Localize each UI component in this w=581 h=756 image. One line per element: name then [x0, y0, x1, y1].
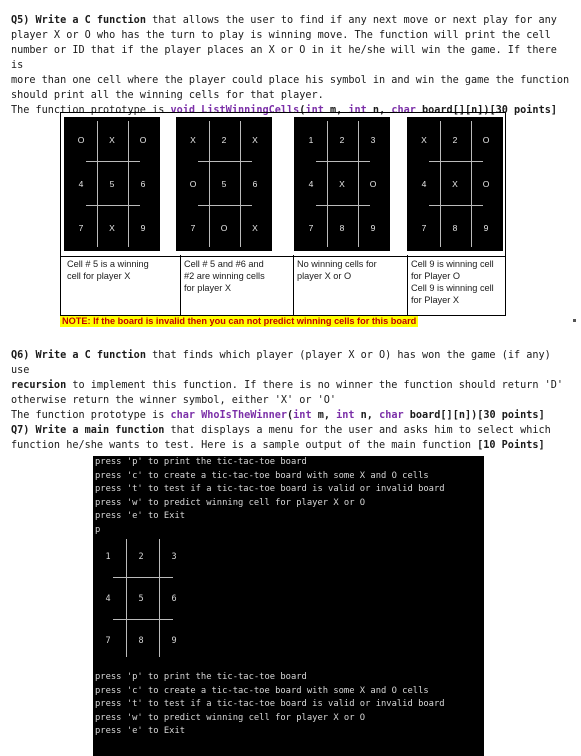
q5-line3: number or ID that if the player places an X or O in it he/she will win the game. If there is: [11, 45, 557, 71]
board-cell: O: [482, 135, 490, 145]
q6-recursion: recursion: [11, 380, 67, 391]
menu-line-test-2: press 't' to test if a tic-tac-toe board is valid or invalid board: [95, 699, 445, 709]
board-cell: 7: [421, 223, 427, 233]
caption-3-line2: player X or O: [297, 271, 352, 281]
board-cell: 6: [140, 179, 146, 189]
board-cell: X: [252, 135, 258, 145]
caption-4: [411, 258, 494, 306]
stray-dot: [573, 319, 576, 322]
board-cell: O: [482, 179, 490, 189]
menu-line-exit: press 'e' to Exit: [95, 511, 186, 521]
q5-proto-m: m,: [323, 105, 349, 116]
grid-line: [86, 161, 140, 162]
q5-label: Q5): [11, 15, 30, 26]
board-cell: O: [369, 179, 377, 189]
board-cell: 1: [105, 552, 111, 562]
example-board-2: [176, 117, 272, 251]
board-cell: X: [190, 135, 196, 145]
caption-2-line1: Cell # 5 and #6 and: [184, 259, 264, 269]
caption-2-line3: for player X: [184, 283, 231, 293]
caption-3: [297, 258, 377, 282]
board-cell: 4: [308, 179, 314, 189]
q6-line3: otherwise return the winner symbol, either 'X' or 'O': [11, 395, 337, 406]
q7-lead: Write a main function: [35, 425, 165, 436]
board-cell: 8: [339, 223, 345, 233]
menu-line-create-2: press 'c' to create a tic-tac-toe board with some X and O cells: [95, 685, 429, 696]
q6-proto-kw-int2: int: [336, 410, 355, 421]
board-cell: 7: [78, 223, 84, 233]
menu-line-print: press 'p' to print the tic-tac-toe board: [95, 457, 307, 467]
invalid-board-note: NOTE: If the board is invalid then you can not predict winning cells for this board: [62, 316, 417, 326]
q6-proto-kw-char: char: [379, 410, 404, 421]
board-cell: X: [339, 179, 345, 189]
board-cell: 5: [221, 179, 227, 189]
board-cell: 2: [138, 552, 144, 562]
example-board-3: [294, 117, 390, 251]
grid-line: [316, 161, 370, 162]
grid-line: [113, 619, 173, 620]
caption-4-line2: for Player O: [411, 271, 461, 281]
q5-proto-intro: The function prototype is: [11, 105, 171, 116]
example-boards-table: [60, 112, 506, 257]
user-input-echo: p: [95, 524, 101, 535]
grid-line: [126, 539, 127, 657]
q5-prototype: The function prototype is void ListWinningCells(int m, int n, char board[][n])[30 points]: [11, 105, 557, 116]
grid-line: [316, 205, 370, 206]
board-cell: O: [139, 135, 147, 145]
menu-line-predict-2: press 'w' to predict winning cell for player X or O: [95, 712, 366, 723]
example-board-1: [64, 117, 160, 251]
q7-line2: function he/she wants to test. Here is a sample output of the main function: [11, 440, 478, 451]
board-cell: X: [109, 135, 115, 145]
q5-proto-name: ListWinningCells: [195, 105, 300, 116]
board-cell: 5: [109, 179, 115, 189]
q5-proto-board: board[][n]): [415, 105, 490, 116]
board-cell: 2: [221, 135, 227, 145]
q6-proto-intro: The function prototype is: [11, 410, 171, 421]
grid-line: [429, 205, 483, 206]
board-cell: X: [421, 135, 427, 145]
caption-2: [184, 258, 265, 294]
grid-line: [471, 121, 472, 247]
q6-line2: to implement this function. If there is no winner the function should return 'D': [66, 380, 564, 391]
board-cell: 4: [421, 179, 427, 189]
caption-1-line1: Cell # 5 is a winning: [67, 259, 149, 269]
board-cell: 4: [105, 594, 111, 604]
grid-line: [198, 161, 252, 162]
board-cell: 5: [138, 594, 144, 604]
q6-points: [30 points]: [477, 410, 545, 421]
board-cell: 9: [483, 223, 489, 233]
q5-points: [30 points]: [489, 105, 557, 116]
menu-line-create: press 'c' to create a tic-tac-toe board with some X and O cells: [95, 470, 429, 481]
q5-lead: Write a C function: [35, 15, 146, 26]
board-cell: 9: [140, 223, 146, 233]
terminal-output: [93, 456, 484, 756]
board-cell: O: [77, 135, 85, 145]
q6-proto-kw-int1: int: [293, 410, 312, 421]
grid-line: [128, 121, 129, 247]
board-cell: 2: [339, 135, 345, 145]
q6-paragraph: [11, 348, 573, 423]
q5-paragraph: [11, 13, 573, 118]
board-cell: 8: [138, 636, 144, 646]
board-cell: 7: [105, 636, 111, 646]
example-board-4: [407, 117, 503, 251]
board-cell: X: [109, 223, 115, 233]
q6-label: Q6): [11, 350, 30, 361]
example-captions: [60, 255, 506, 316]
menu-line-exit-2: press 'e' to Exit: [95, 726, 186, 736]
board-cell: 1: [308, 135, 314, 145]
q7-paragraph: [11, 423, 573, 453]
caption-2-line2: #2 are winning cells: [184, 271, 265, 281]
q6-proto-name: WhoIsTheWinner: [195, 410, 288, 421]
board-cell: X: [252, 223, 258, 233]
q6-lead: Write a C function: [35, 350, 146, 361]
grid-line: [209, 121, 210, 247]
terminal-board: [93, 456, 193, 676]
board-cell: O: [220, 223, 228, 233]
q6-proto-return-type: char: [170, 410, 196, 421]
menu-line-print-2: press 'p' to print the tic-tac-toe board: [95, 672, 307, 682]
q5-proto-n: n,: [366, 105, 392, 116]
menu-line-predict: press 'w' to predict winning cell for player X or O: [95, 497, 366, 508]
board-cell: 6: [171, 594, 177, 604]
grid-line: [159, 539, 160, 657]
caption-1-line2: cell for player X: [67, 271, 131, 281]
board-cell: 3: [171, 552, 177, 562]
board-cell: 7: [308, 223, 314, 233]
board-cell: 3: [370, 135, 376, 145]
q5-proto-kw-char: char: [391, 105, 416, 116]
grid-line: [86, 205, 140, 206]
menu-line-test: press 't' to test if a tic-tac-toe board is valid or invalid board: [95, 484, 445, 494]
q5-line4: more than one cell where the player could place his symbol in and win the game the function: [11, 75, 570, 86]
board-cell: 8: [452, 223, 458, 233]
grid-line: [198, 205, 252, 206]
grid-line: [440, 121, 441, 247]
q5-proto-return-type: void: [170, 105, 196, 116]
board-cell: 2: [452, 135, 458, 145]
board-cell: O: [189, 179, 197, 189]
grid-line: [240, 121, 241, 247]
grid-line: [97, 121, 98, 247]
q7-label: Q7): [11, 425, 30, 436]
q7-line1: that displays a menu for the user and asks him to select which: [164, 425, 551, 436]
grid-line: [327, 121, 328, 247]
caption-4-line4: for Player X: [411, 295, 459, 305]
caption-3-line1: No winning cells for: [297, 259, 377, 269]
q5-line1: that allows the user to find if any next move or next play for any: [145, 15, 557, 26]
q5-proto-kw-int2: int: [348, 105, 367, 116]
q5-line2: player X or O who has the turn to play is winning move. The function will print the cell: [11, 30, 551, 41]
grid-line: [429, 161, 483, 162]
q6-prototype: The function prototype is char WhoIsTheWinner(int m, int n, char board[][n])[30 points]: [11, 410, 545, 421]
caption-4-line3: Cell 9 is winning cell: [411, 283, 494, 293]
board-cell: 9: [171, 636, 177, 646]
grid-line: [358, 121, 359, 247]
caption-1: [67, 258, 149, 282]
q7-points: [10 Points]: [477, 440, 545, 451]
board-cell: X: [452, 179, 458, 189]
board-cell: 6: [252, 179, 258, 189]
board-cell: 9: [370, 223, 376, 233]
q5-proto-kw-int1: int: [305, 105, 324, 116]
board-cell: 7: [190, 223, 196, 233]
caption-4-line1: Cell 9 is winning cell: [411, 259, 494, 269]
board-cell: 4: [78, 179, 84, 189]
grid-line: [113, 577, 173, 578]
q5-line5: should print all the winning cells for that player.: [11, 90, 324, 101]
q6-line1: that finds which player (player X or O) has won the game (if any) use: [11, 350, 551, 376]
